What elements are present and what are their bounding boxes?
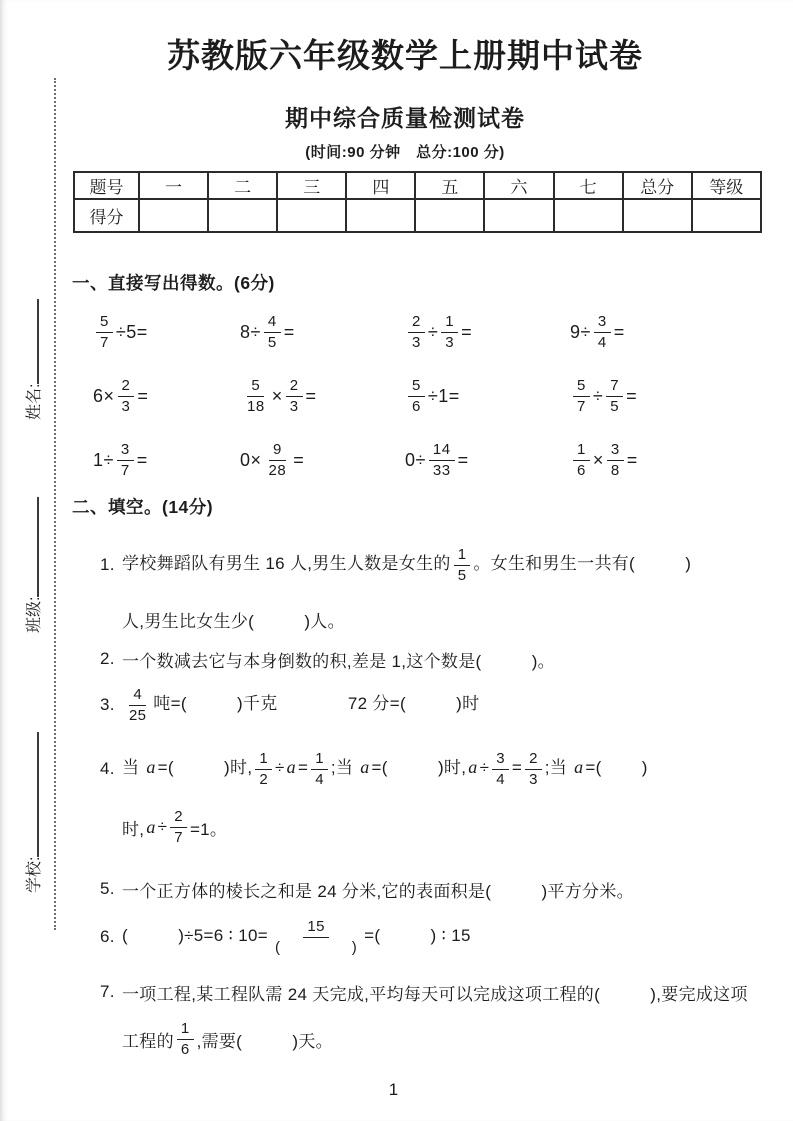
text-run: =( ) ∶ 15 [364,926,471,946]
text-run: = [136,449,148,470]
question-3-text [122,686,479,724]
fraction: $\frac{5}{7}$ [573,377,590,415]
score-empty-cell [346,199,415,232]
text-run: = [137,385,149,406]
score-table-header-cell: 六 [484,172,553,199]
score-empty-cell [415,199,484,232]
fraction: $\frac{1}{6}$ [177,1020,194,1058]
expression-2 [240,306,295,358]
expression-11 [405,434,469,486]
score-empty-cell [554,199,623,232]
score-empty-cell [277,199,346,232]
question-1-number: 1. [100,555,115,574]
question-6-line-1 [100,908,471,966]
variable: a [574,757,584,778]
text-run: ,需要( )天。 [196,1031,333,1051]
text-run: = [613,321,625,342]
text-run: ( )÷5=6 ∶ 10= [122,926,269,946]
variable: a [468,757,478,778]
text-run: = [283,321,295,342]
score-table-header-cell: 总分 [623,172,692,199]
question-7-text [122,980,748,1005]
name-label: 姓名: [26,383,44,420]
fraction: $\frac{1}{3}$ [441,313,458,351]
fraction: $\frac{2}{7}$ [170,808,187,846]
score-table-header-cell: 等级 [692,172,761,199]
student-class-field [24,497,46,633]
text-run: 当 [122,758,145,778]
fraction: $\frac{1}{5}$ [454,546,471,584]
text-run: 一项工程,某工程队需 24 天完成,平均每天可以完成这项工程的( ),要完成这项 [122,984,748,1004]
expression-7 [405,370,460,422]
question-4-line-2 [122,804,227,850]
fraction: $\frac{4}{25}$ [129,686,147,724]
fraction: $\frac{5}{18}$ [247,377,265,415]
text-run: 学校舞蹈队有男生 16 人,男生人数是女生的 [122,554,451,574]
expression-9 [93,434,148,486]
text-run: 人,男生比女生少( )人。 [122,611,345,631]
text-run: = [297,758,309,778]
score-table-header-cell: 七 [554,172,623,199]
text-run: = [457,449,469,470]
text-run: 吨=( )千克 72 分=( )时 [153,694,480,714]
question-5-text [122,877,634,902]
score-table [73,171,762,233]
time-score-info: (时间:90 分钟 总分:100 分) [305,144,505,161]
question-2-number: 2. [100,649,115,668]
fraction: $\frac{2}{3}$ [118,377,135,415]
fraction: $\frac{3}{7}$ [117,441,134,479]
class-blank-line [24,497,39,597]
fraction: $\frac{3}{4}$ [594,313,611,351]
text-run: 0÷ [405,449,426,470]
score-table-header-cell: 题号 [74,172,139,199]
text-run: ;当 [330,758,359,778]
expression-12 [570,434,638,486]
text-run: ÷ [275,758,285,778]
score-empty-cell [484,199,553,232]
variable: a [286,757,296,778]
score-table-header-cell: 五 [415,172,484,199]
fraction: $\frac{7}{5}$ [606,377,623,415]
text-run: ÷ [427,321,439,342]
question-1-text [122,546,691,584]
score-empty-cell [139,199,208,232]
score-empty-cell [692,199,761,232]
text-run: 0× [240,449,262,470]
fraction: $\frac{9}{28}$ [268,441,287,479]
fraction: $\frac{2}{3}$ [408,313,425,351]
class-label: 班级: [26,596,44,633]
question-5-line-1 [100,874,634,904]
fraction: $\frac{1}{6}$ [573,441,590,479]
fraction: $\frac{5}{7}$ [96,313,113,351]
exam-subtitle: 期中综合质量检测试卷 [285,105,525,131]
expression-5 [93,370,148,422]
text-run: =1。 [189,819,228,839]
fraction: $\frac{1}{2}$ [255,750,272,788]
score-table-header-cell: 一 [139,172,208,199]
fraction: $\frac{14}{33}$ [429,441,455,479]
text-run: × [592,449,604,470]
question-7-number: 7. [100,982,115,1001]
text-run: = [305,385,317,406]
question-4-line-1 [100,746,648,792]
score-table-header-cell: 二 [208,172,277,199]
text-run: 工程的 [122,1031,174,1051]
score-row-label: 得分 [74,199,139,232]
text-run: 6× [93,385,115,406]
dotted-cut-line [54,78,56,930]
score-table-header-cell: 四 [346,172,415,199]
text-run: =( ) [585,758,648,778]
text-run: ÷ [592,385,604,406]
expression-8 [570,370,637,422]
expression-1 [93,306,148,358]
question-7-line-1 [100,977,748,1007]
variable: a [360,757,370,778]
text-run: = [626,385,638,406]
text-run: 一个数减去它与本身倒数的积,差是 1,这个数是( )。 [122,651,555,671]
text-run: = [626,449,638,470]
fraction: $\frac{15}{( )}$ [275,918,358,956]
question-5-number: 5. [100,879,115,898]
fraction: $\frac{2}{3}$ [286,377,303,415]
question-2-text [122,647,555,672]
text-run: 。女生和男生一共有( ) [473,554,692,574]
question-7-line-2 [122,1016,333,1062]
fraction: $\frac{3}{4}$ [492,750,509,788]
text-run: 时, [122,819,145,839]
text-run: = [511,758,523,778]
text-run: ÷1= [427,385,460,406]
question-3-number: 3. [100,695,115,714]
name-blank-line [24,299,39,384]
text-run: =( )时, [371,758,467,778]
score-empty-cell [623,199,692,232]
fraction: $\frac{4}{5}$ [264,313,281,351]
fraction: $\frac{1}{4}$ [311,750,328,788]
expression-10 [240,434,304,486]
question-2-line-1 [100,644,555,674]
text-run: = [293,449,305,470]
student-school-field [24,732,46,893]
text-run: ÷ [157,817,168,836]
expression-6 [240,370,317,422]
text-run: ÷ [479,758,490,778]
student-name-field [24,299,46,420]
fraction: $\frac{5}{6}$ [408,377,425,415]
page-number: 1 [388,1080,399,1099]
question-1-line-1 [100,542,691,588]
expression-3 [405,306,472,358]
school-label: 学校: [26,856,44,893]
text-run: =( )时, [157,758,253,778]
text-run: ÷5= [115,321,148,342]
page-title: 苏教版六年级数学上册期中试卷 [167,37,643,74]
fraction: $\frac{2}{3}$ [525,750,542,788]
section-1-heading: 一、直接写出得数。(6分) [72,273,275,293]
text-run: 8÷ [240,321,261,342]
score-table-header-cell: 三 [277,172,346,199]
text-run: ;当 [544,758,573,778]
expression-4 [570,306,625,358]
text-run: × [271,385,283,406]
text-run: 1÷ [93,449,114,470]
question-3-line-1 [100,682,479,728]
question-1-line-2 [122,604,345,634]
text-run: 一个正方体的棱长之和是 24 分米,它的表面积是( )平方分米。 [122,881,634,901]
school-blank-line [24,732,39,857]
question-4-text [122,750,648,788]
variable: a [146,757,156,778]
question-6-text [122,918,471,956]
question-4-number: 4. [100,759,115,778]
text-run: 9÷ [570,321,591,342]
section-2-heading: 二、填空。(14分) [72,497,214,517]
variable: a [146,816,156,837]
question-6-number: 6. [100,927,115,946]
text-run: = [461,321,473,342]
score-empty-cell [208,199,277,232]
fraction: $\frac{3}{8}$ [607,441,624,479]
